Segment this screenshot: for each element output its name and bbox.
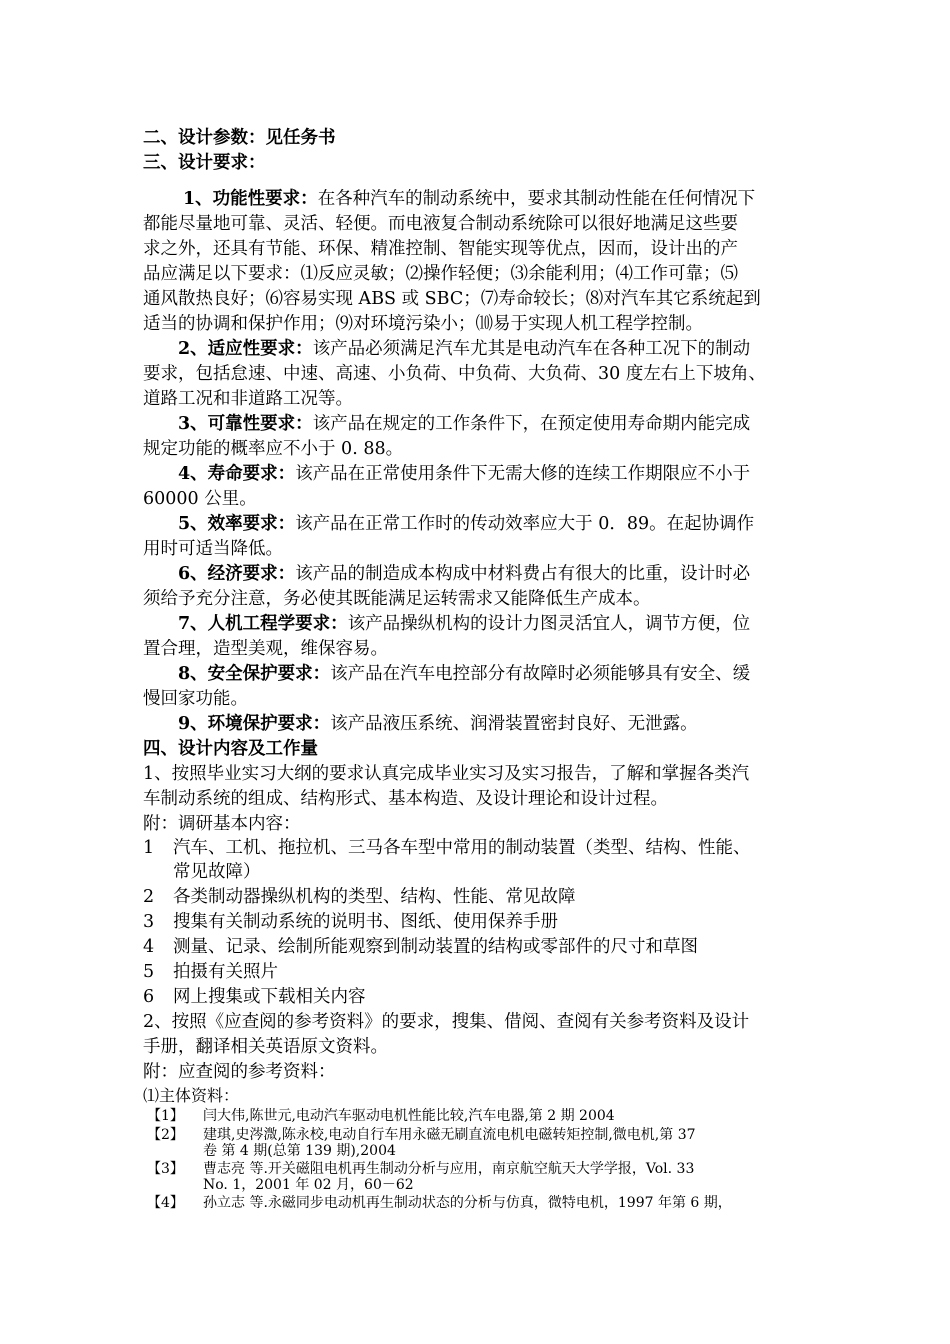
appendix-survey-heading: 附：调研基本内容：: [143, 814, 301, 834]
req-2-line-1: 2、适应性要求：该产品必须满足汽车尤其是电动汽车在各种工况下的制动: [178, 339, 751, 359]
req-1-line-5: 通风散热良好；⑹容易实现 ABS 或 SBC；⑺寿命较长；⑻对汽车其它系统起到: [143, 289, 761, 309]
paragraph-2-line-1: 2、按照《应查阅的参考资料》的要求，搜集、借阅、查阅有关参考资料及设计: [143, 1012, 750, 1032]
req-7-line-1: 7、人机工程学要求：该产品操纵机构的设计力图灵活宜人，调节方便，位: [178, 614, 751, 634]
req-6-label: 6、经济要求：: [178, 564, 296, 584]
req-4-line-2: 60000 公里。: [143, 489, 257, 509]
req-1-line-3: 求之外，还具有节能、环保、精准控制、智能实现等优点，因而，设计出的产: [143, 239, 738, 259]
list-item: 2 各类制动器操纵机构的类型、结构、性能、常见故障: [143, 887, 576, 907]
req-5-line-1: 5、效率要求：该产品在正常工作时的传动效率应大于 0．89。在起协调作: [178, 514, 755, 534]
list-item: 1 汽车、工机、拖拉机、三马各车型中常用的制动装置（类型、结构、性能、: [143, 838, 751, 858]
reference-item: 【4】 孙立志 等.永磁同步电动机再生制动状态的分析与仿真，微特电机，1997 年第 6 期，: [147, 1195, 732, 1211]
req-9-label: 9、环境保护要求：: [178, 714, 331, 734]
paragraph-1-line-2: 车制动系统的组成、结构形式、基本构造、及设计理论和设计过程。: [143, 789, 668, 809]
appendix-references-heading: 附：应查阅的参考资料：: [143, 1062, 336, 1082]
list-item: 3 搜集有关制动系统的说明书、图纸、使用保养手册: [143, 912, 558, 932]
req-7-line-2: 置合理，造型美观，维保容易。: [143, 639, 388, 659]
req-4-line-1: 4、寿命要求：该产品在正常使用条件下无需大修的连续工作期限应不小于: [178, 464, 751, 484]
req-8-line-1: 8、安全保护要求：该产品在汽车电控部分有故障时必须能够具有安全、缓: [178, 664, 751, 684]
req-9-line-1: 9、环境保护要求：该产品液压系统、润滑装置密封良好、无泄露。: [178, 714, 698, 734]
reference-item: 【2】 建琪,史涔溦,陈永校,电动自行车用永磁无刷直流电机电磁转矩控制,微电机,第 37: [147, 1127, 696, 1143]
req-2-label: 2、适应性要求：: [178, 339, 313, 359]
list-item: 4 测量、记录、绘制所能观察到制动装置的结构或零部件的尺寸和草图: [143, 937, 698, 957]
req-4-label: 4、寿命要求：: [178, 464, 296, 484]
req-1-line-6: 适当的协调和保护作用；⑼对环境污染小；⑽易于实现人机工程学控制。: [143, 314, 703, 334]
req-7-label: 7、人机工程学要求：: [178, 614, 348, 634]
req-2-line-3: 道路工况和非道路工况等。: [143, 389, 353, 409]
section-heading-3: 三、设计要求：: [143, 153, 266, 173]
reference-item-continuation: No. 1，2001 年 02 月，60－62: [203, 1177, 414, 1193]
req-5-line-2: 用时可适当降低。: [143, 539, 283, 559]
section-heading-2: 二、设计参数：见任务书: [143, 128, 336, 148]
req-3-label: 3、可靠性要求：: [178, 414, 313, 434]
list-item: 6 网上搜集或下载相关内容: [143, 987, 366, 1007]
reference-item: 【3】 曹志亮 等.开关磁阻电机再生制动分析与应用，南京航空航天大学学报，Vol. 33: [147, 1161, 695, 1177]
req-1-line-4: 品应满足以下要求：⑴反应灵敏；⑵操作轻便；⑶余能利用；⑷工作可靠；⑸: [143, 264, 738, 284]
req-1-label: 1、功能性要求：: [183, 189, 318, 209]
req-3-line-1: 3、可靠性要求：该产品在规定的工作条件下，在预定使用寿命期内能完成: [178, 414, 751, 434]
req-1-line-2: 都能尽量地可靠、灵活、轻便。而电液复合制动系统除可以很好地满足这些要: [143, 214, 738, 234]
req-6-line-1: 6、经济要求：该产品的制造成本构成中材料费占有很大的比重，设计时必: [178, 564, 751, 584]
req-3-line-2: 规定功能的概率应不小于 0. 88。: [143, 439, 404, 459]
req-6-line-2: 须给予充分注意，务必使其既能满足运转需求又能降低生产成本。: [143, 589, 651, 609]
reference-item-continuation: 卷 第 4 期(总第 139 期),2004: [203, 1143, 396, 1159]
req-8-line-2: 慢回家功能。: [143, 689, 248, 709]
paragraph-1-line-1: 1、按照毕业实习大纲的要求认真完成毕业实习及实习报告，了解和掌握各类汽: [143, 764, 750, 784]
reference-item: 【1】 闫大伟,陈世元,电动汽车驱动电机性能比较,汽车电器,第 2 期 2004: [147, 1108, 615, 1124]
list-item: 5 拍摄有关照片: [143, 962, 278, 982]
req-2-line-2: 要求，包括怠速、中速、高速、小负荷、中负荷、大负荷、30 度左右上下坡角、: [143, 364, 766, 384]
req-1-line-1: 1、功能性要求：在各种汽车的制动系统中，要求其制动性能在任何情况下: [183, 189, 756, 209]
main-references-heading: ⑴主体资料：: [143, 1086, 240, 1105]
req-8-label: 8、安全保护要求：: [178, 664, 331, 684]
req-5-label: 5、效率要求：: [178, 514, 296, 534]
paragraph-2-line-2: 手册，翻译相关英语原文资料。: [143, 1037, 388, 1057]
list-item-continuation: 常见故障）: [173, 862, 261, 882]
section-heading-4: 四、设计内容及工作量: [143, 739, 318, 759]
